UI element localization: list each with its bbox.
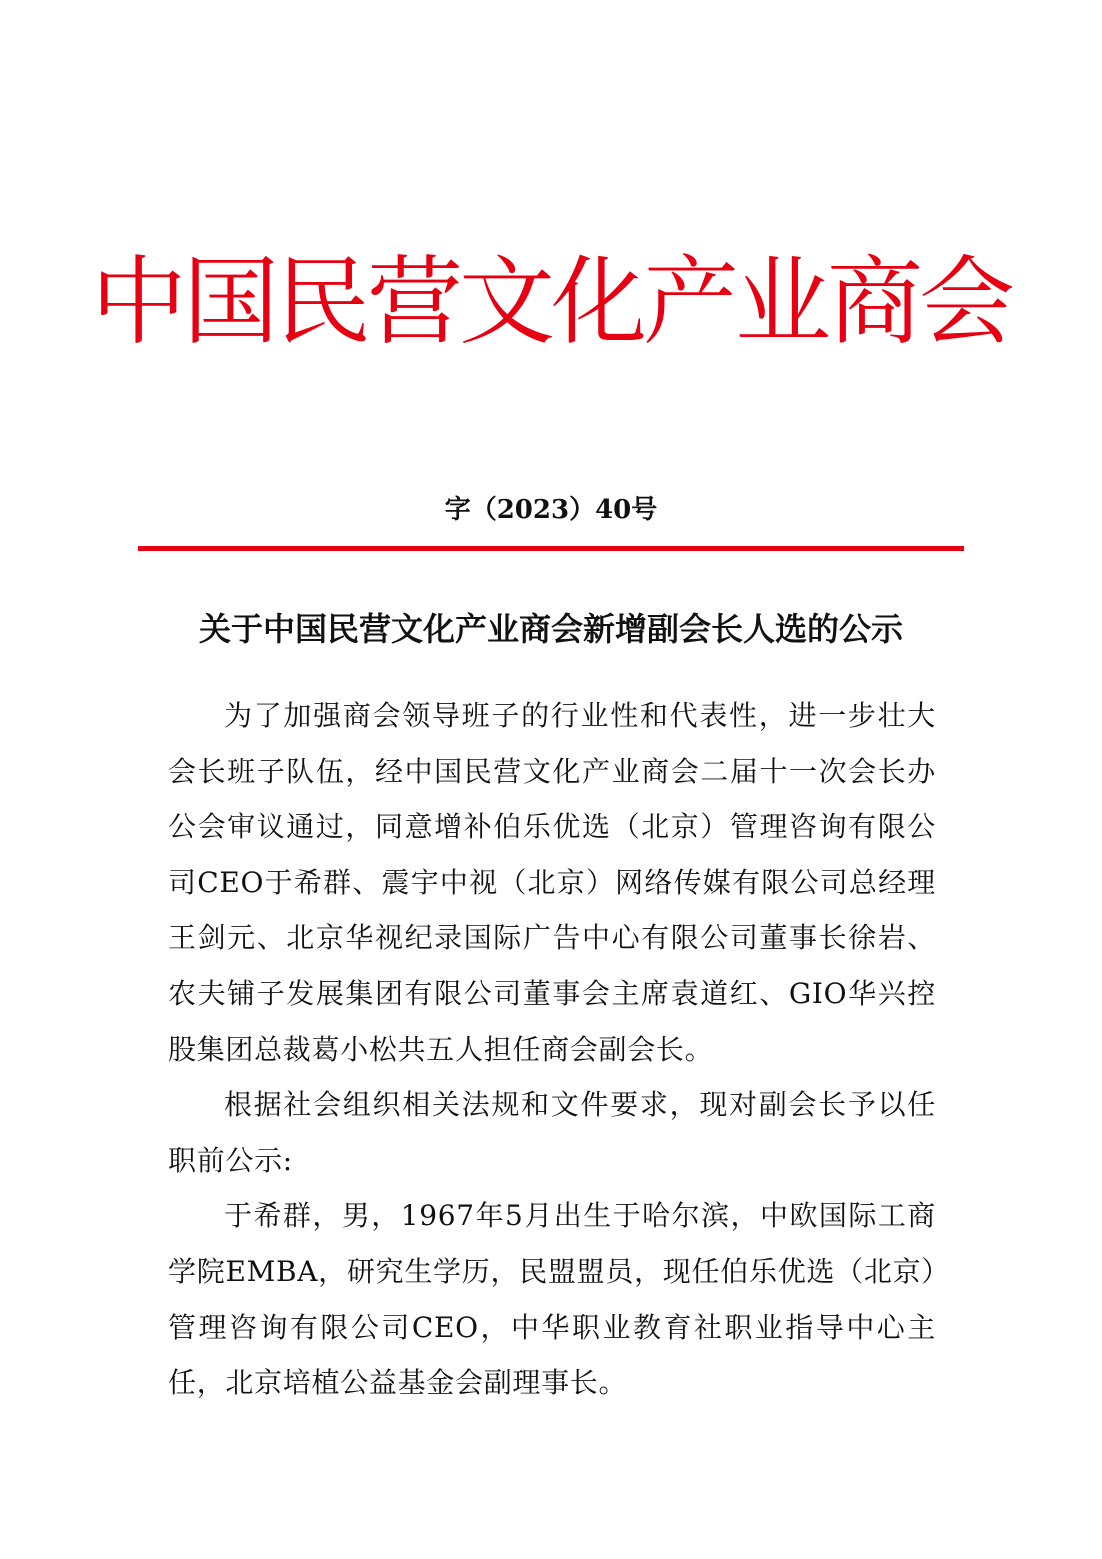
organization-header: 中国民营文化产业商会 (91, 246, 1011, 358)
document-body (168, 688, 936, 1411)
paragraph-intro: 为了加强商会领导班子的行业性和代表性，进一步壮大会长班子队伍，经中国民营文化产业商会二届十一次会长办公会审议通过，同意增补伯乐优选（北京）管理咨询有限公司CEO于希群、震宇中视（北京）网络传媒有限公司总经理王剑元、北京华视纪录国际广告中心有限公司董事长徐岩、农夫铺子发展集团有限公司董事会主席袁道红、GIO华兴控股集团总裁葛小松共五人担任商会副会长。 (168, 699, 936, 1066)
document-title: 关于中国民营文化产业商会新增副会长人选的公示 (198, 610, 903, 648)
paragraph-announcement: 根据社会组织相关法规和文件要求，现对副会长予以任职前公示: (168, 1088, 936, 1177)
document-number: 字（2023）40号 (444, 495, 658, 525)
paragraph-candidate-profile: 于希群，男，1967年5月出生于哈尔滨，中欧国际工商学院EMBA，研究生学历，民盟盟员，现任伯乐优选（北京）管理咨询有限公司CEO，中华职业教育社职业指导中心主任，北京培植公益基金会副理事长。 (168, 1199, 936, 1400)
red-divider-rule (138, 546, 964, 551)
